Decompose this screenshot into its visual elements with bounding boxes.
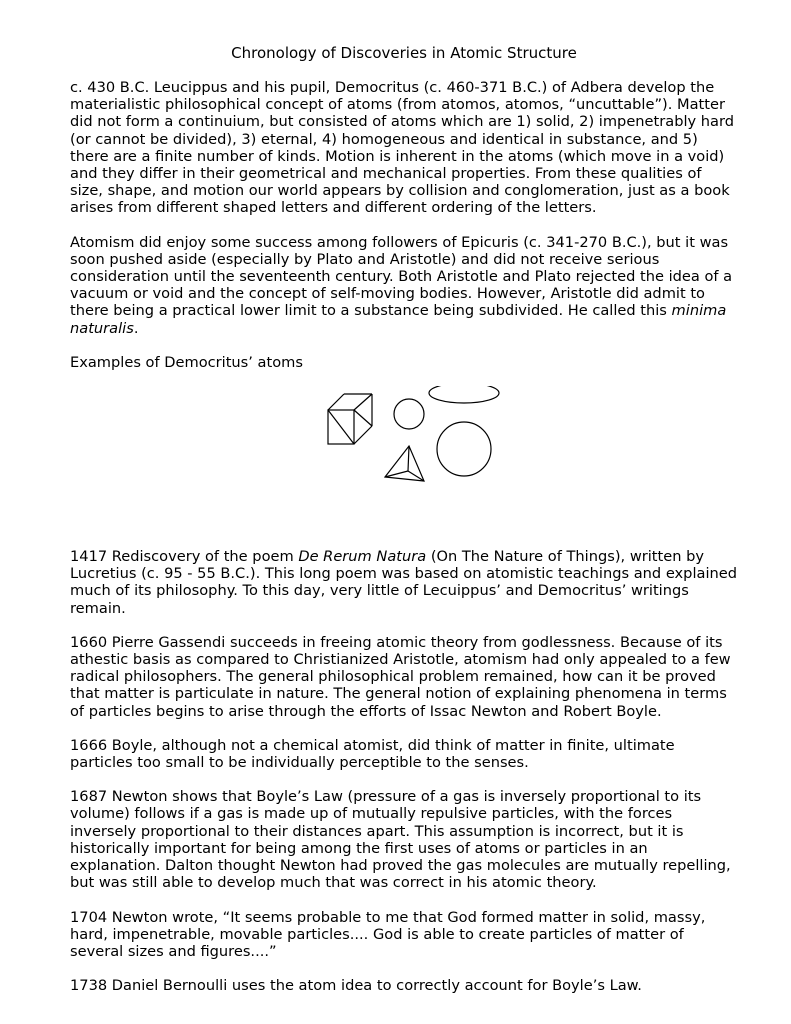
atoms-drawing bbox=[320, 386, 510, 492]
paragraph-1417 bbox=[70, 548, 738, 617]
ellipse-shape bbox=[429, 386, 499, 403]
paragraph-1687: 1687 Newton shows that Boyle’s Law (pressure of a gas is inversely proportional to its volume) follows if a gas is made up of mutually repulsive particles, with the forces inversely proportional to their distances apart. This assumption is incorrect, but it is historically important for being among the first uses of atoms or particles in an explanation. Dalton thought Newton had proved the gas molecules are mutually repelling, but was still able to develop much that was correct in his atomic theory. bbox=[70, 788, 731, 892]
paragraph-text: Atomism did enjoy some success among followers of Epicuris (c. 341-270 B.C.), but it was soon pushed aside (especially by Plato and Aristotle) and did not receive serious consideration until the seventeenth century. Both Aristotle and Plato rejected the idea of a vacuum or void and the concept of self-moving bodies. However, Aristotle did admit to there being a practical lower limit to a substance being subdivided. He called this bbox=[70, 233, 733, 320]
paragraph-text: . bbox=[133, 319, 139, 337]
paragraph-text: (On The Nature of Things), written by Lucretius (c. 95 - 55 B.C.). This long poem was based on atomistic teachings and explained much of its philosophy. To this day, very little of Lecuippus’ and Democritus’ writings remain. bbox=[70, 548, 737, 617]
tetrahedron-shape bbox=[385, 446, 424, 481]
paragraph-democritus: c. 430 B.C. Leucippus and his pupil, Democritus (c. 460-371 B.C.) of Adbera develop the materialistic philosophical concept of atoms (from atomos, atomos, “uncuttable”). Matter did not form a continuium, but consisted of atoms which are 1) solid, 2) impenetrably hard (or cannot be divided), 3) eternal, 4) homogeneous and identical in substance, and 5) there are a finite number of kinds. Motion is inherent in the atoms (which move in a void) and they differ in their geometrical and mechanical properties. From these qualities of size, shape, and motion our world appears by collision and conglomeration, just as a book arises from different shaped letters and different ordering of the letters. bbox=[70, 79, 734, 217]
page-title: Chronology of Discoveries in Atomic Structure bbox=[231, 44, 577, 62]
italic-title: De Rerum Natura bbox=[298, 548, 427, 566]
italic-term: minima naturalis bbox=[70, 302, 727, 337]
figure-caption: Examples of Democritus’ atoms bbox=[70, 353, 303, 371]
large-circle-shape bbox=[437, 422, 491, 476]
paragraph-text: 1417 Rediscovery of the poem bbox=[70, 548, 299, 566]
document-page bbox=[70, 44, 738, 1011]
paragraph-aristotle bbox=[70, 234, 738, 337]
paragraph-1666: 1666 Boyle, although not a chemical atomist, did think of matter in finite, ultimate particles too small to be individually perceptible to the senses. bbox=[70, 736, 675, 772]
paragraph-1660: 1660 Pierre Gassendi succeeds in freeing atomic theory from godlessness. Because of its athestic basis as compared to Christianized Aristotle, atomism had only appealed to a few radical philosophers. The general philosophical problem remained, how can it be proved that matter is particulate in nature. The general notion of explaining phenomena in terms of particles begins to arise through the efforts of Issac Newton and Robert Boyle. bbox=[70, 633, 731, 720]
paragraph-1738: 1738 Daniel Bernoulli uses the atom idea to correctly account for Boyle’s Law. bbox=[70, 977, 642, 995]
cube-shape bbox=[328, 394, 372, 444]
paragraph-1704: 1704 Newton wrote, “It seems probable to me that God formed matter in solid, massy, hard, impenetrable, movable particles.... God is able to create particles of matter of several sizes and figures....” bbox=[70, 908, 706, 960]
atoms-figure bbox=[70, 386, 738, 536]
small-circle-shape bbox=[394, 399, 424, 429]
